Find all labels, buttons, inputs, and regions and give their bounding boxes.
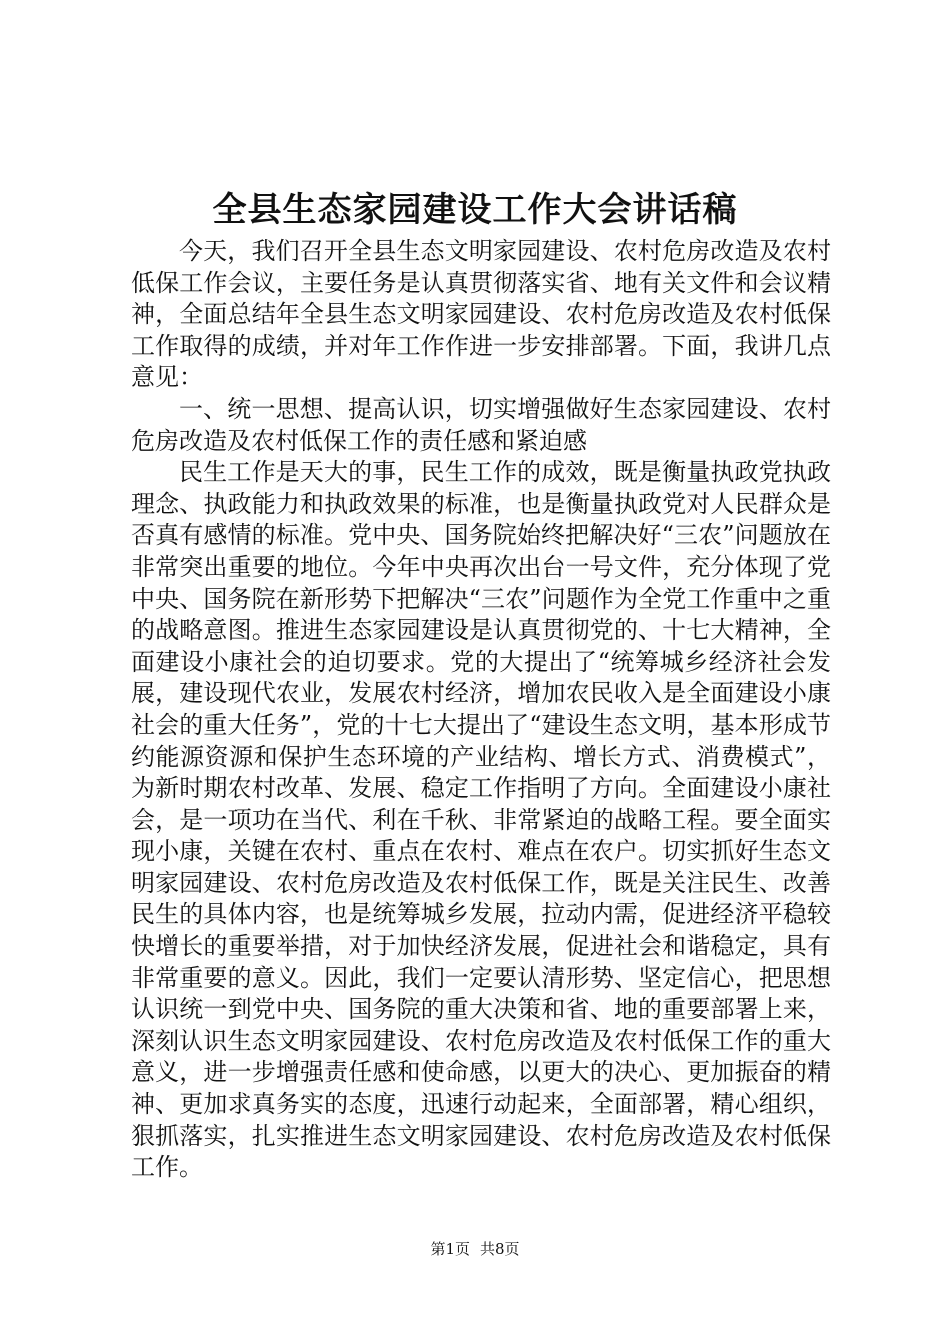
page-total: 共8页 [480,1240,520,1258]
document-title: 全县生态家园建设工作大会讲话稿 [212,190,738,230]
page-number: 第1页 [430,1240,470,1258]
page-footer [0,1239,950,1259]
document-body [131,236,831,1184]
paragraph-section-heading: 一、统一思想、提高认识，切实增强做好生态家园建设、农村危房改造及农村低保工作的责任感和紧迫感 [131,394,831,455]
paragraph-intro: 今天，我们召开全县生态文明家园建设、农村危房改造及农村低保工作会议，主要任务是认真贯彻落实省、地有关文件和会议精神，全面总结年全县生态文明家园建设、农村危房改造及农村低保工作取得的成绩，并对年工作作进一步安排部署。下面，我讲几点意见： [131,237,831,392]
paragraph-main: 民生工作是天大的事，民生工作的成效，既是衡量执政党执政理念、执政能力和执政效果的标准，也是衡量执政党对人民群众是否真有感情的标准。党中央、国务院始终把解决好“三农”问题放在非常突出重要的地位。今年中央再次出台一号文件，充分体现了党中央、国务院在新形势下把解决“三农”问题作为全党工作重中之重的战略意图。推进生态家园建设是认真贯彻党的、十七大精神，全面建设小康社会的迫切要求。党的大提出了“统筹城乡经济社会发展，建设现代农业，发展农村经济，增加农民收入是全面建设小康社会的重大任务”，党的十七大提出了“建设生态文明，基本形成节约能源资源和保护生态环境的产业结构、增长方式、消费模式”，为新时期农村改革、发展、稳定工作指明了方向。全面建设小康社会，是一项功在当代、利在千秋、非常紧迫的战略工程。要全面实现小康，关键在农村、重点在农村、难点在农户。切实抓好生态文明家园建设、农村危房改造及农村低保工作，既是关注民生、改善民生的具体内容，也是统筹城乡发展，拉动内需，促进经济平稳较快增长的重要举措，对于加快经济发展，促进社会和谐稳定，具有非常重要的意义。因此，我们一定要认清形势、坚定信心，把思想认识统一到党中央、国务院的重大决策和省、地的重要部署上来，深刻认识生态文明家园建设、农村危房改造及农村低保工作的重大意义，进一步增强责任感和使命感，以更大的决心、更加振奋的精神、更加求真务实的态度，迅速行动起来，全面部署，精心组织，狠抓落实，扎实推进生态文明家园建设、农村危房改造及农村低保工作。 [131,458,831,1182]
